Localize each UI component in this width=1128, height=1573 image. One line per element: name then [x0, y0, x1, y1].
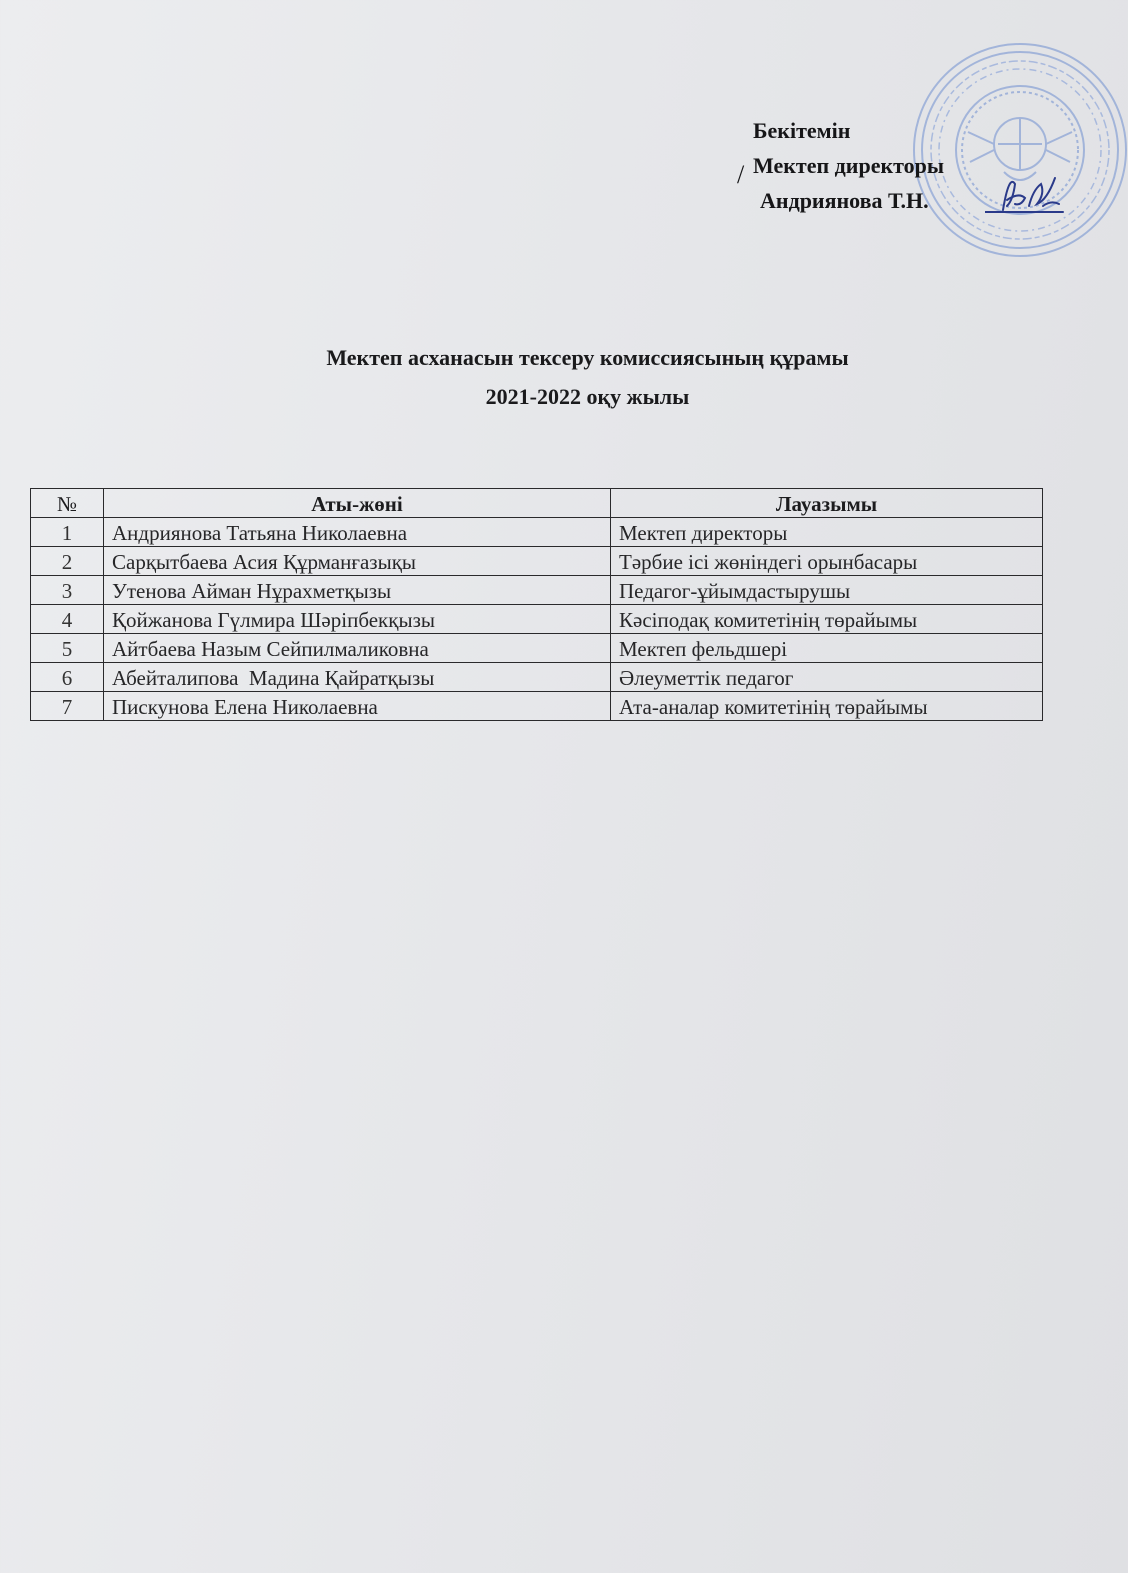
row-number: 5 — [31, 634, 104, 663]
approval-slash: / — [737, 160, 745, 189]
table-header-row — [31, 489, 1043, 518]
approval-heading: Бекітемін — [753, 118, 851, 143]
member-name: Андриянова Татьяна Николаевна — [104, 518, 611, 547]
member-name: Утенова Айман Нұрахметқызы — [104, 576, 611, 605]
member-position: Педагог-ұйымдастырушы — [611, 576, 1043, 605]
table-row — [31, 663, 1043, 692]
approval-position: Мектеп директоры — [753, 153, 945, 178]
table-row — [31, 605, 1043, 634]
member-position: Кәсіподақ комитетінің төрайымы — [611, 605, 1043, 634]
column-header-position: Лауазымы — [611, 489, 1043, 518]
table-row — [31, 634, 1043, 663]
commission-table — [30, 488, 1043, 721]
approval-signatory: Андриянова Т.Н. — [760, 188, 929, 213]
table-row — [31, 547, 1043, 576]
approval-block — [737, 113, 945, 218]
member-name: Сарқытбаева Асия Құрманғазықы — [104, 547, 611, 576]
member-position: Ата-аналар комитетінің төрайымы — [611, 692, 1043, 721]
member-name: Пискунова Елена Николаевна — [104, 692, 611, 721]
row-number: 3 — [31, 576, 104, 605]
table-row — [31, 518, 1043, 547]
member-name: Абейталипова Мадина Қайратқызы — [104, 663, 611, 692]
member-position: Мектеп фельдшері — [611, 634, 1043, 663]
row-number: 2 — [31, 547, 104, 576]
document-title: Мектеп асханасын тексеру комиссиясының құрамы — [326, 345, 849, 370]
member-position: Әлеуметтік педагог — [611, 663, 1043, 692]
row-number: 4 — [31, 605, 104, 634]
document-subtitle: 2021-2022 оқу жылы — [485, 384, 690, 409]
member-name: Қойжанова Гүлмира Шәріпбекқызы — [104, 605, 611, 634]
column-header-number: № — [31, 489, 104, 518]
row-number: 7 — [31, 692, 104, 721]
member-position: Тәрбие ісі жөніндегі орынбасары — [611, 547, 1043, 576]
row-number: 6 — [31, 663, 104, 692]
table-row — [31, 576, 1043, 605]
handwritten-signature-icon — [985, 170, 1075, 220]
member-name: Айтбаева Назым Сейпилмаликовна — [104, 634, 611, 663]
column-header-name: Аты-жөні — [104, 489, 611, 518]
member-position: Мектеп директоры — [611, 518, 1043, 547]
row-number: 1 — [31, 518, 104, 547]
table-row — [31, 692, 1043, 721]
